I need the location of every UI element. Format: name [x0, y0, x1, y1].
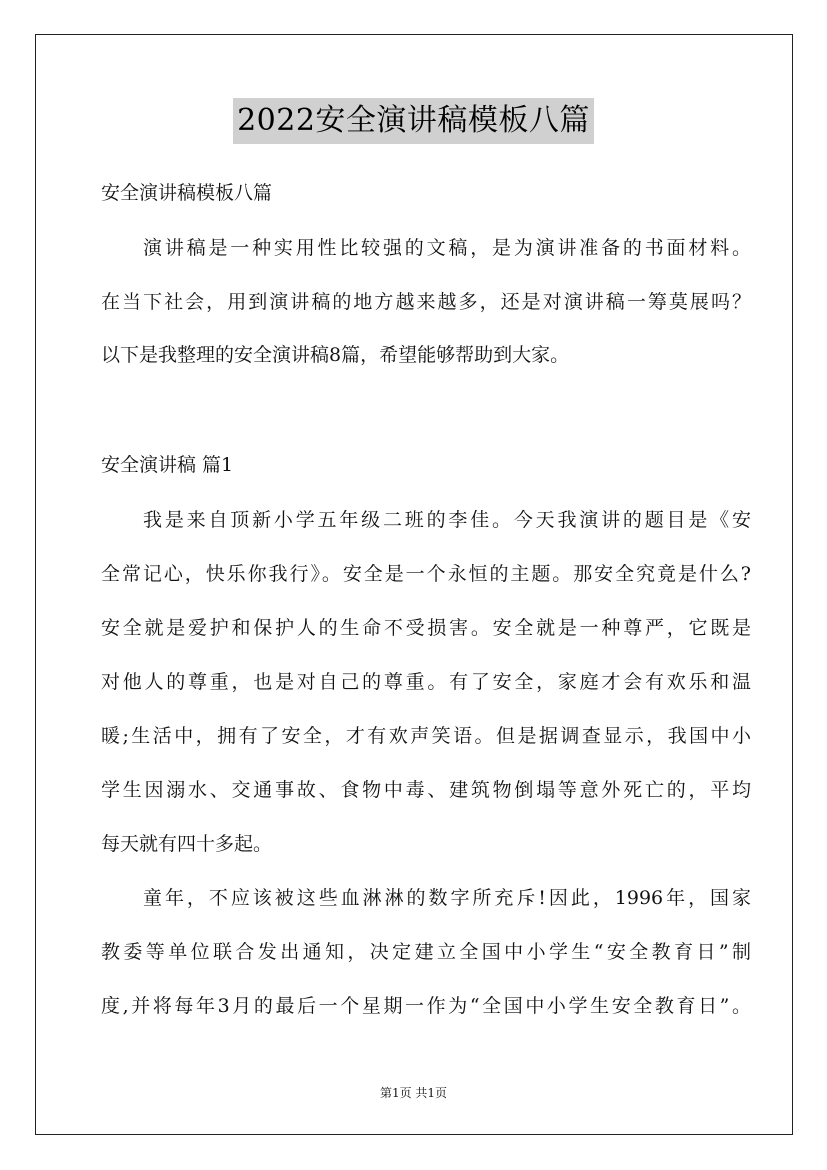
document-subtitle: 安全演讲稿模板八篇	[101, 182, 273, 204]
title-container	[0, 98, 827, 144]
paragraph-line: 安全就是爱护和保护人的生命不受损害。安全就是一种尊严，它既是	[101, 617, 751, 639]
page-footer: 第1页 共1页	[379, 1086, 448, 1100]
paragraph-line: 对他人的尊重，也是对自己的尊重。有了安全，家庭才会有欢乐和温	[101, 671, 751, 693]
paragraph-line: 我是来自顶新小学五年级二班的李佳。今天我演讲的题目是《安	[143, 509, 751, 531]
paragraph-line: 全常记心，快乐你我行》。安全是一个永恒的主题。那安全究竟是什么?	[101, 563, 751, 585]
intro-line: 在当下社会，用到演讲稿的地方越来越多，还是对演讲稿一筹莫展吗？	[101, 291, 751, 313]
paragraph-line: 教委等单位联合发出通知，决定建立全国中小学生“安全教育日”制	[101, 941, 751, 963]
paragraph-line: 每天就有四十多起。	[101, 833, 273, 855]
intro-line: 以下是我整理的安全演讲稿8篇，希望能够帮助到大家。	[101, 344, 570, 366]
paragraph-line: 度,并将每年3月的最后一个星期一作为“全国中小学生安全教育日”。	[101, 995, 751, 1017]
document-title: 2022安全演讲稿模板八篇	[233, 98, 594, 144]
paragraph-line: 童年，不应该被这些血淋淋的数字所充斥!因此，1996年，国家	[143, 887, 751, 909]
section-heading: 安全演讲稿 篇1	[101, 454, 234, 476]
intro-line: 演讲稿是一种实用性比较强的文稿，是为演讲准备的书面材料。	[143, 237, 751, 259]
paragraph-line: 学生因溺水、交通事故、食物中毒、建筑物倒塌等意外死亡的，平均	[101, 779, 751, 801]
paragraph-line: 暖;生活中，拥有了安全，才有欢声笑语。但是据调查显示，我国中小	[101, 725, 751, 747]
